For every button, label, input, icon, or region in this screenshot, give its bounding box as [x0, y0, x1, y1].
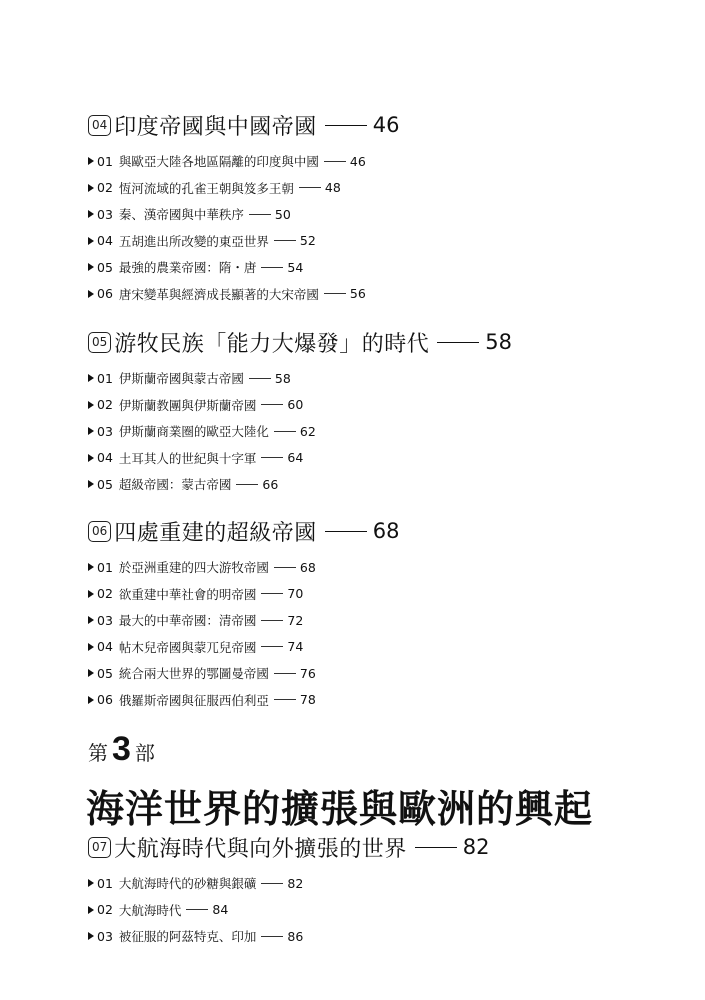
triangle-bullet-icon [88, 480, 94, 488]
part-title: 海洋世界的擴張與歐洲的興起 [86, 787, 594, 831]
section-number: 06 [97, 692, 113, 708]
triangle-bullet-icon [88, 427, 94, 435]
section-page-number: 76 [299, 665, 316, 681]
section-number: 02 [97, 586, 113, 602]
section-title: 大航海時代 [118, 902, 182, 918]
part-label [88, 730, 155, 769]
section-title: 最強的農業帝國：隋・唐 [118, 260, 257, 276]
leader-dash [261, 646, 283, 647]
section-title: 於亞洲重建的四大游牧帝國 [118, 560, 269, 576]
triangle-bullet-icon [88, 454, 94, 462]
section-entry[interactable] [88, 923, 688, 950]
section-title: 唐宋變革與經濟成長顯著的大宋帝國 [118, 286, 319, 302]
triangle-bullet-icon [88, 157, 94, 165]
triangle-bullet-icon [88, 696, 94, 704]
triangle-bullet-icon [88, 563, 94, 571]
leader-dash [249, 378, 271, 379]
section-number: 05 [97, 259, 113, 275]
section-title: 伊斯蘭商業圈的歐亞大陸化 [118, 424, 269, 440]
section-list [88, 554, 688, 713]
section-number: 03 [97, 612, 113, 628]
chapter-number-badge: 05 [88, 332, 111, 353]
chapter-page-number: 46 [372, 113, 400, 137]
triangle-bullet-icon [88, 590, 94, 598]
section-entry[interactable] [88, 634, 688, 661]
chapter-title: 四處重建的超級帝國 [114, 520, 317, 546]
section-entry[interactable] [88, 281, 688, 308]
section-list [88, 148, 688, 307]
section-page-number: 52 [299, 233, 316, 249]
leader-dash [261, 620, 283, 621]
leader-dash [274, 240, 296, 241]
section-entry[interactable] [88, 201, 688, 228]
section-list [88, 870, 688, 950]
section-page-number: 78 [299, 692, 316, 708]
leader-dash [324, 161, 346, 162]
chapter-heading[interactable] [88, 830, 688, 864]
triangle-bullet-icon [88, 184, 94, 192]
chapter-page-number: 58 [485, 330, 513, 354]
leader-dash [299, 187, 321, 188]
section-number: 03 [97, 928, 113, 944]
section-title: 統合兩大世界的鄂圖曼帝國 [118, 666, 269, 682]
section-page-number: 60 [287, 397, 304, 413]
chapter-heading[interactable] [88, 108, 688, 142]
section-entry[interactable] [88, 897, 688, 924]
section-entry[interactable] [88, 554, 688, 581]
section-page-number: 86 [287, 928, 304, 944]
section-page-number: 70 [287, 586, 304, 602]
chapter-title: 大航海時代與向外擴張的世界 [114, 836, 407, 862]
leader-dash [274, 431, 296, 432]
part-number: 3 [112, 730, 131, 768]
section-number: 06 [97, 286, 113, 302]
section-number: 04 [97, 233, 113, 249]
section-page-number: 66 [262, 476, 279, 492]
section-number: 01 [97, 875, 113, 891]
section-entry[interactable] [88, 148, 688, 175]
section-entry[interactable] [88, 392, 688, 419]
chapter-page-number: 82 [462, 835, 490, 859]
leader-dash [325, 125, 367, 126]
section-entry[interactable] [88, 607, 688, 634]
section-entry[interactable] [88, 445, 688, 472]
triangle-bullet-icon [88, 401, 94, 409]
section-entry[interactable] [88, 365, 688, 392]
leader-dash [261, 593, 283, 594]
triangle-bullet-icon [88, 616, 94, 624]
section-number: 02 [97, 180, 113, 196]
section-page-number: 74 [287, 639, 304, 655]
leader-dash [274, 699, 296, 700]
section-title: 恆河流域的孔雀王朝與笈多王朝 [118, 180, 294, 196]
triangle-bullet-icon [88, 237, 94, 245]
leader-dash [249, 214, 271, 215]
section-title: 伊斯蘭帝國與蒙古帝國 [118, 371, 244, 387]
leader-dash [415, 847, 457, 848]
section-entry[interactable] [88, 228, 688, 255]
section-title: 土耳其人的世紀與十字軍 [118, 450, 257, 466]
section-page-number: 46 [349, 153, 366, 169]
section-title: 超級帝國：蒙古帝國 [118, 477, 232, 493]
triangle-bullet-icon [88, 906, 94, 914]
leader-dash [261, 267, 283, 268]
section-number: 04 [97, 639, 113, 655]
section-entry[interactable] [88, 581, 688, 608]
section-page-number: 68 [299, 559, 316, 575]
part-heading [86, 730, 594, 831]
section-entry[interactable] [88, 471, 688, 498]
section-title: 被征服的阿茲特克、印加 [118, 929, 257, 945]
triangle-bullet-icon [88, 210, 94, 218]
triangle-bullet-icon [88, 932, 94, 940]
section-title: 最大的中華帝國：清帝國 [118, 613, 257, 629]
section-number: 01 [97, 153, 113, 169]
leader-dash [274, 673, 296, 674]
triangle-bullet-icon [88, 879, 94, 887]
section-number: 03 [97, 206, 113, 222]
section-page-number: 64 [287, 450, 304, 466]
section-page-number: 72 [287, 612, 304, 628]
section-page-number: 84 [212, 902, 229, 918]
triangle-bullet-icon [88, 643, 94, 651]
section-entry[interactable] [88, 175, 688, 202]
section-number: 03 [97, 423, 113, 439]
section-page-number: 62 [299, 423, 316, 439]
part-prefix: 第 [88, 741, 108, 765]
section-title: 俄羅斯帝國與征服西伯利亞 [118, 692, 269, 708]
section-number: 02 [97, 397, 113, 413]
chapter-number-badge: 06 [88, 521, 111, 542]
triangle-bullet-icon [88, 669, 94, 677]
leader-dash [437, 342, 479, 343]
chapter-05 [88, 325, 688, 498]
leader-dash [261, 883, 283, 884]
section-number: 01 [97, 370, 113, 386]
chapter-04 [88, 108, 688, 307]
section-entry[interactable] [88, 254, 688, 281]
leader-dash [261, 404, 283, 405]
section-title: 秦、漢帝國與中華秩序 [118, 207, 244, 223]
section-page-number: 54 [287, 259, 304, 275]
chapter-heading[interactable] [88, 514, 688, 548]
chapter-06 [88, 514, 688, 713]
section-entry[interactable] [88, 687, 688, 714]
section-number: 05 [97, 665, 113, 681]
triangle-bullet-icon [88, 290, 94, 298]
section-page-number: 56 [349, 286, 366, 302]
section-title: 大航海時代的砂糖與銀礦 [118, 876, 257, 892]
leader-dash [236, 484, 258, 485]
section-entry[interactable] [88, 870, 688, 897]
section-entry[interactable] [88, 660, 688, 687]
section-number: 05 [97, 476, 113, 492]
leader-dash [324, 293, 346, 294]
part-suffix: 部 [134, 741, 155, 765]
leader-dash [325, 531, 367, 532]
leader-dash [186, 909, 208, 910]
chapter-title: 游牧民族「能力大爆發」的時代 [114, 331, 430, 357]
section-page-number: 82 [287, 875, 304, 891]
section-title: 伊斯蘭教團與伊斯蘭帝國 [118, 397, 257, 413]
section-number: 04 [97, 450, 113, 466]
triangle-bullet-icon [88, 263, 94, 271]
triangle-bullet-icon [88, 374, 94, 382]
chapter-number-badge: 07 [88, 837, 111, 858]
section-page-number: 50 [274, 206, 291, 222]
section-entry[interactable] [88, 418, 688, 445]
section-page-number: 58 [274, 370, 291, 386]
section-title: 帖木兒帝國與蒙兀兒帝國 [118, 639, 257, 655]
section-page-number: 48 [324, 180, 341, 196]
chapter-07 [88, 830, 688, 950]
leader-dash [261, 457, 283, 458]
section-number: 01 [97, 559, 113, 575]
chapter-number-badge: 04 [88, 115, 111, 136]
leader-dash [274, 567, 296, 568]
section-title: 與歐亞大陸各地區隔離的印度與中國 [118, 154, 319, 170]
chapter-heading[interactable] [88, 325, 688, 359]
chapter-page-number: 68 [372, 519, 400, 543]
section-number: 02 [97, 902, 113, 918]
leader-dash [261, 936, 283, 937]
section-list [88, 365, 688, 498]
section-title: 五胡進出所改變的東亞世界 [118, 233, 269, 249]
section-title: 欲重建中華社會的明帝國 [118, 586, 257, 602]
chapter-title: 印度帝國與中國帝國 [114, 114, 317, 140]
